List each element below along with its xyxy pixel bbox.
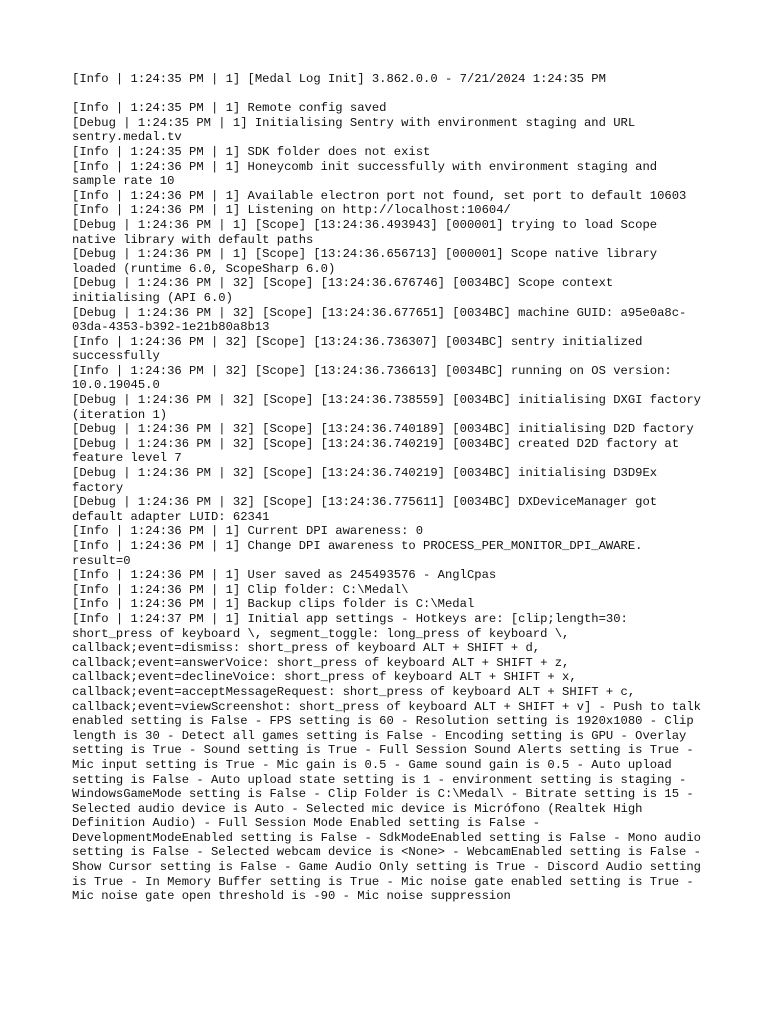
log-init-line: [Info | 1:24:35 PM | 1] [Medal Log Init] 3.862.0.0 - 7/21/2024 1:24:35 PM bbox=[72, 72, 606, 86]
log-line: [Debug | 1:24:36 PM | 1] [Scope] [13:24:36.656713] [000001] Scope native library loaded (runtime 6.0, ScopeSharp 6.0) bbox=[72, 247, 665, 276]
log-line: [Info | 1:24:36 PM | 1] Current DPI awareness: 0 bbox=[72, 524, 424, 539]
log-line: [Debug | 1:24:35 PM | 1] Initialising Sentry with environment staging and URL sentry.medal.tv bbox=[72, 115, 643, 145]
log-line: [Info | 1:24:36 PM | 1] Backup clips folder is C:\Medal bbox=[72, 597, 475, 612]
log-line: [Info | 1:24:36 PM | 1] Available electron port not found, set port to default 10603 bbox=[72, 188, 687, 203]
log-line: [Info | 1:24:36 PM | 1] Change DPI awareness to PROCESS_PER_MONITOR_DPI_AWARE. result=0 bbox=[72, 539, 650, 568]
log-line: [Info | 1:24:36 PM | 1] Honeycomb init successfully with environment staging and sample rate 10 bbox=[72, 159, 665, 189]
log-line: [Debug | 1:24:36 PM | 32] [Scope] [13:24:36.738559] [0034BC] initialising DXGI factory (iteration 1) bbox=[72, 393, 709, 422]
log-line: [Debug | 1:24:36 PM | 1] [Scope] [13:24:36.493943] [000001] trying to load Scope native library with default paths bbox=[72, 217, 665, 247]
log-line: [Info | 1:24:36 PM | 1] Clip folder: C:\Medal\ bbox=[72, 582, 409, 597]
log-line: [Debug | 1:24:36 PM | 32] [Scope] [13:24:36.677651] [0034BC] machine GUID: a95e0a8c-03da-4353-b392-1e21b80a8b13 bbox=[72, 305, 687, 335]
log-line: [Info | 1:24:36 PM | 1] Listening on http://localhost:10604/ bbox=[72, 203, 511, 218]
log-line: [Debug | 1:24:36 PM | 32] [Scope] [13:24:36.740219] [0034BC] initialising D3D9Ex factory bbox=[72, 466, 665, 495]
log-line: [Debug | 1:24:36 PM | 32] [Scope] [13:24:36.775611] [0034BC] DXDeviceManager got default adapter LUID: 62341 bbox=[72, 495, 665, 524]
log-line: [Info | 1:24:35 PM | 1] Remote config saved bbox=[72, 101, 387, 116]
log-line: [Debug | 1:24:36 PM | 32] [Scope] [13:24:36.676746] [0034BC] Scope context initialising (API 6.0) bbox=[72, 276, 621, 305]
log-document bbox=[72, 72, 709, 904]
log-line: [Info | 1:24:37 PM | 1] Initial app settings - Hotkeys are: [clip;length=30: short_press of keyboard \, segment_toggle: long_press of keyboard \, callback;event=dismiss: short_press of keyboard ALT + SHIFT + d, callback;event=answerVoice: short_press of keyboard ALT + SHIFT + z, callback;event=declineVoice: short_press of keyboard ALT + SHIFT + x, callback;event=acceptMessageRequest: short_press of keyboard ALT + SHIFT + c, callback;event=viewScreenshot: short_press of keyboard ALT + SHIFT + v] - Push to talk enabled setting is False - FPS setting is 60 - Resolution setting is 1920x1080 - Clip length is 30 - Detect all games setting is False - Encoding setting is GPU - Overlay setting is True - Sound setting is True - Full Session Sound Alerts setting is True - Mic input setting is True - Mic gain is 0.5 - Game sound gain is 0.5 - Auto upload setting is False - Auto upload state setting is 1 - environment setting is staging - WindowsGameMode setting is False - Clip Folder is C:\Medal\ - Bitrate setting is 15 - Selected audio device is Auto - Selected mic device is Micrófono (Realtek High Definition Audio) - Full Session Mode Enabled setting is False - DevelopmentModeEnabled setting is False - SdkModeEnabled setting is False - Mono audio setting is False - Selected webcam device is <None> - WebcamEnabled setting is False - Show Cursor setting is False - Game Audio Only setting is True - Discord Audio setting is True - In Memory Buffer setting is True - Mic noise gate enabled setting is True - Mic noise gate open threshold is -90 - Mic noise suppression bbox=[72, 611, 709, 904]
log-line: [Info | 1:24:36 PM | 32] [Scope] [13:24:36.736613] [0034BC] running on OS version: 10.0.19045.0 bbox=[72, 363, 680, 393]
log-line: [Info | 1:24:35 PM | 1] SDK folder does not exist bbox=[72, 144, 431, 159]
log-line: [Info | 1:24:36 PM | 32] [Scope] [13:24:36.736307] [0034BC] sentry initialized successfully bbox=[72, 334, 650, 364]
log-line: [Debug | 1:24:36 PM | 32] [Scope] [13:24:36.740219] [0034BC] created D2D factory at feature level 7 bbox=[72, 436, 687, 466]
log-line: [Info | 1:24:36 PM | 1] User saved as 245493576 - AnglCpas bbox=[72, 568, 497, 583]
log-line: [Debug | 1:24:36 PM | 32] [Scope] [13:24:36.740189] [0034BC] initialising D2D factory bbox=[72, 422, 694, 437]
log-lines bbox=[72, 101, 709, 904]
